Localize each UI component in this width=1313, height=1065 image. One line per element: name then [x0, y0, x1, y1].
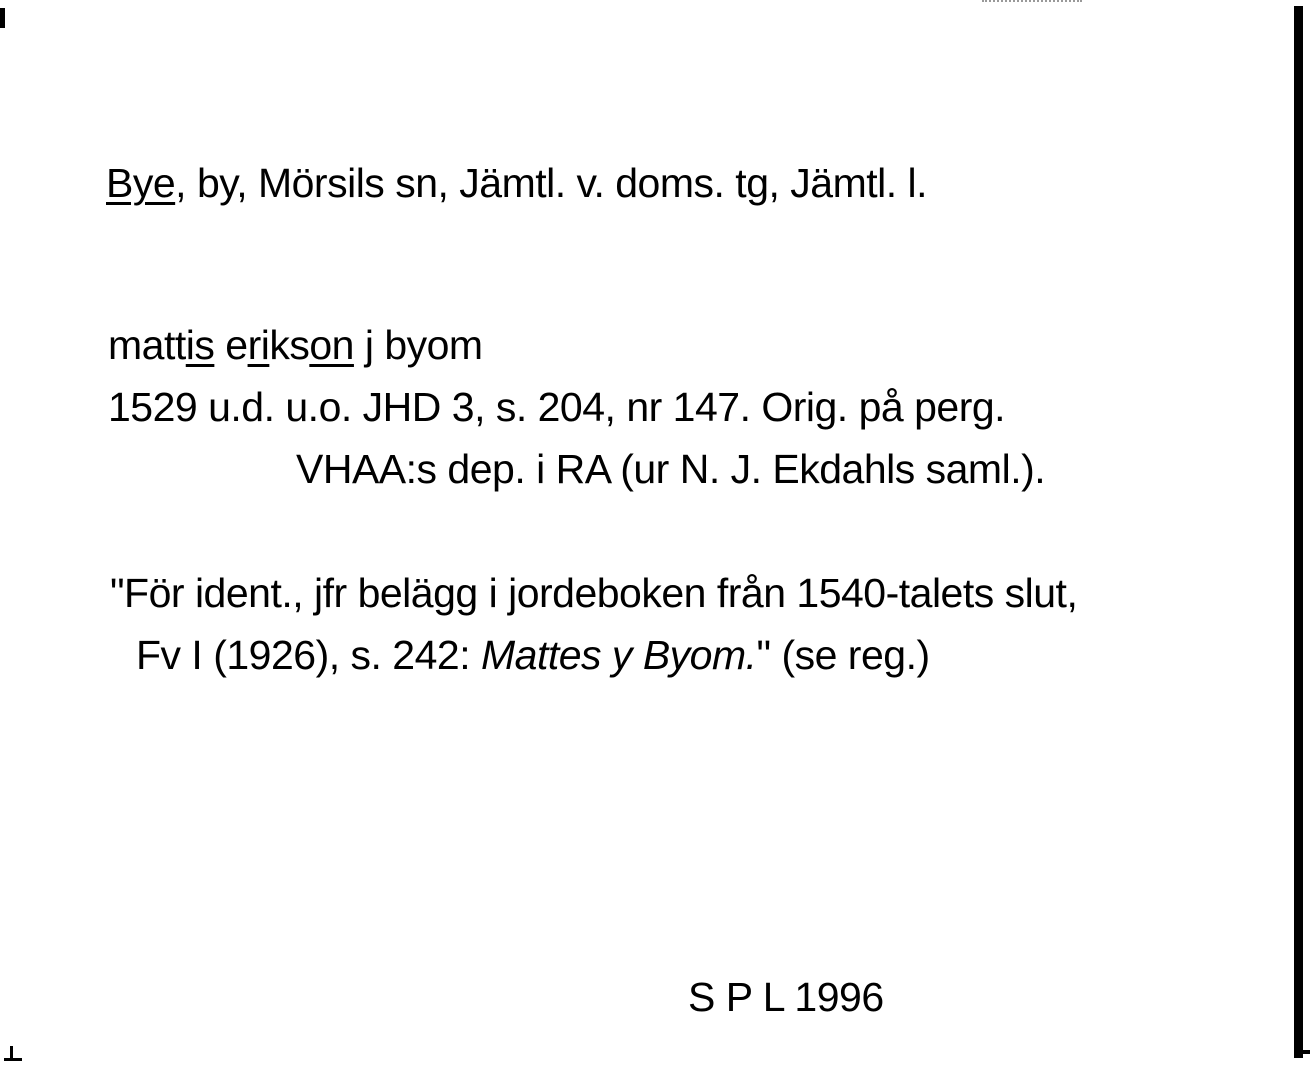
place-description: , by, Mörsils sn, Jämtl. v. doms. tg, Jämtl. l.: [175, 160, 928, 206]
scan-artifact: [4, 1058, 22, 1061]
note-line-2: Fv I (1926), s. 242: Mattes y Byom." (se reg.): [136, 632, 930, 678]
attested-form: mattis erikson j byom: [108, 322, 483, 368]
place-name: Bye: [106, 160, 176, 206]
scan-artifact: [982, 0, 1082, 4]
scan-artifact: [0, 8, 5, 28]
note-line-1: "För ident., jfr belägg i jordeboken från 1540-talets slut,: [110, 570, 1078, 616]
source-line-1: 1529 u.d. u.o. JHD 3, s. 204, nr 147. Orig. på perg.: [108, 384, 1006, 430]
card-edge: [1296, 1050, 1310, 1054]
card-edge: [1294, 6, 1303, 1058]
source-line-2: VHAA:s dep. i RA (ur N. J. Ekdahls saml.).: [296, 446, 1046, 492]
heading-line: [106, 160, 928, 206]
signature: S P L 1996: [688, 974, 884, 1020]
